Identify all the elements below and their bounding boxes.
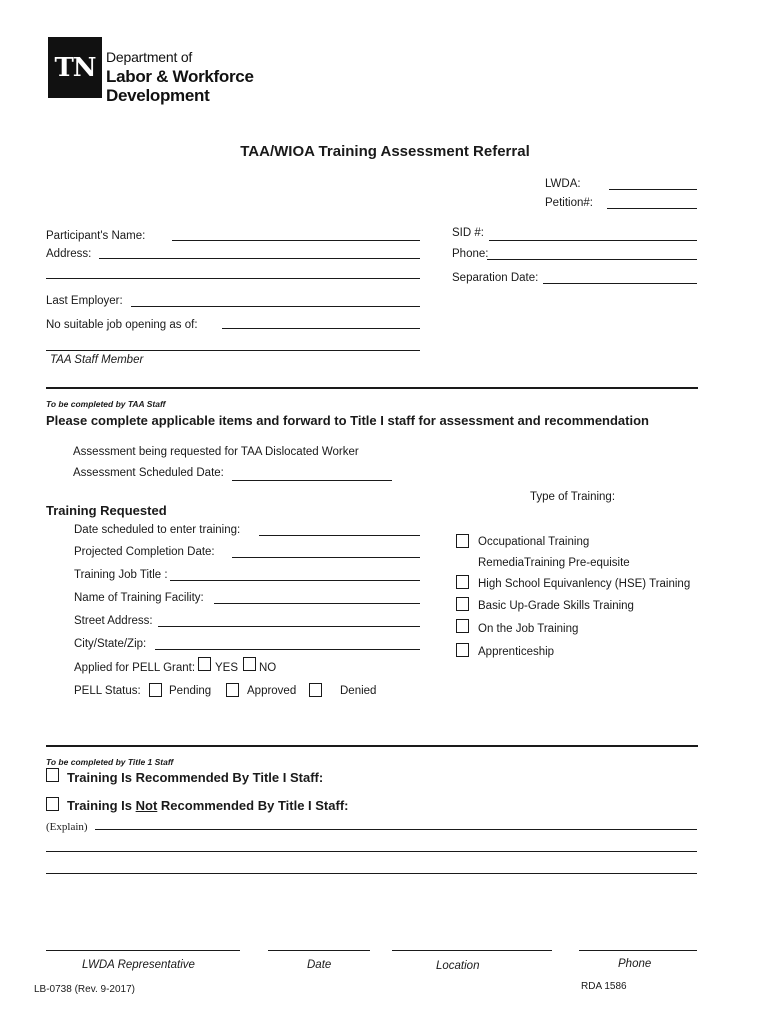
not-word: Not [135, 798, 158, 813]
projected-completion-label: Projected Completion Date: [74, 546, 215, 558]
type-basic-upgrade-label: Basic Up-Grade Skills Training [478, 600, 634, 612]
type-basic-upgrade-checkbox[interactable] [456, 597, 469, 611]
logo-line-2: Labor & Workforce [106, 67, 254, 86]
date-label: Date [307, 959, 332, 971]
date-signature-line[interactable] [268, 950, 370, 951]
taa-staff-tag: To be completed by TAA Staff [46, 399, 166, 409]
location-label: Location [436, 960, 480, 972]
department-logo-text [106, 48, 254, 105]
recommended-label: Training Is Recommended By Title I Staff: [67, 770, 324, 785]
rda-number: RDA 1586 [581, 981, 627, 992]
address-field[interactable] [99, 258, 420, 259]
pell-grant-label: Applied for PELL Grant: [74, 662, 196, 674]
address-label: Address: [46, 248, 92, 260]
sid-label: SID #: [452, 227, 484, 239]
pell-approved-checkbox[interactable] [226, 683, 239, 697]
assessment-date-label: Assessment Scheduled Date: [73, 467, 224, 479]
taa-staff-member-label: TAA Staff Member [50, 354, 144, 366]
type-apprenticeship-checkbox[interactable] [456, 643, 469, 657]
address-field-line-2[interactable] [46, 278, 420, 279]
location-signature-line[interactable] [392, 950, 552, 951]
lwda-field[interactable] [609, 189, 697, 190]
taa-staff-signature-line[interactable] [46, 350, 420, 351]
separation-date-field[interactable] [543, 283, 697, 284]
city-state-zip-field[interactable] [155, 649, 420, 650]
type-remedial-label: RemediaTraining Pre-equisite [478, 557, 630, 569]
taa-instructions-heading: Please complete applicable items and forward to Title I staff for assessment and recommendation [46, 413, 649, 428]
city-state-zip-label: City/State/Zip: [74, 638, 147, 650]
logo-line-1: Department of [106, 49, 193, 65]
training-facility-label: Name of Training Facility: [74, 592, 204, 604]
training-job-title-label: Training Job Title : [74, 569, 168, 581]
training-requested-heading: Training Requested [46, 503, 167, 518]
type-ojt-label: On the Job Training [478, 623, 579, 635]
form-number: LB-0738 (Rev. 9-2017) [34, 984, 135, 995]
not-recommended-suffix: Recommended By Title I Staff: [157, 798, 349, 813]
assessment-requested-text: Assessment being requested for TAA Dislocated Worker [73, 446, 359, 458]
explain-line-1[interactable] [95, 829, 697, 830]
section-divider-1 [46, 387, 698, 389]
pell-grant-no-label: NO [259, 662, 277, 674]
projected-completion-field[interactable] [232, 557, 420, 558]
pell-status-label: PELL Status: [74, 685, 141, 697]
pell-grant-yes-checkbox[interactable] [198, 657, 211, 671]
tn-logo-mark: TN [48, 37, 102, 98]
type-occupational-checkbox[interactable] [456, 534, 469, 548]
not-recommended-checkbox[interactable] [46, 797, 59, 811]
not-recommended-prefix: Training Is [67, 798, 136, 813]
phone-field[interactable] [487, 259, 697, 260]
participant-name-field[interactable] [172, 240, 420, 241]
pell-denied-label: Denied [340, 685, 377, 697]
training-job-title-field[interactable] [170, 580, 420, 581]
not-recommended-label [67, 798, 348, 813]
pell-grant-yes-label: YES [215, 662, 239, 674]
explain-line-3[interactable] [46, 873, 697, 874]
type-ojt-checkbox[interactable] [456, 619, 469, 633]
phone-signature-line[interactable] [579, 950, 697, 951]
type-hse-checkbox[interactable] [456, 575, 469, 589]
assessment-date-field[interactable] [232, 480, 392, 481]
no-suitable-job-label: No suitable job opening as of: [46, 319, 198, 331]
section-divider-2 [46, 745, 698, 747]
training-facility-field[interactable] [214, 603, 420, 604]
no-suitable-job-field[interactable] [222, 328, 420, 329]
pell-pending-label: Pending [169, 685, 212, 697]
phone-sig-label: Phone [618, 958, 652, 970]
street-address-field[interactable] [158, 626, 420, 627]
recommended-checkbox[interactable] [46, 768, 59, 782]
street-address-label: Street Address: [74, 615, 153, 627]
logo-line-3: Development [106, 86, 210, 105]
type-occupational-label: Occupational Training [478, 536, 590, 548]
date-scheduled-field[interactable] [259, 535, 420, 536]
lwda-rep-label: LWDA Representative [82, 959, 195, 971]
participant-name-label: Participant's Name: [46, 230, 146, 242]
last-employer-label: Last Employer: [46, 295, 123, 307]
type-apprenticeship-label: Apprenticeship [478, 646, 555, 658]
last-employer-field[interactable] [131, 306, 420, 307]
petition-field[interactable] [607, 208, 697, 209]
pell-approved-label: Approved [247, 685, 297, 697]
separation-date-label: Separation Date: [452, 272, 539, 284]
type-hse-label: High School Equivanlency (HSE) Training [478, 578, 691, 590]
type-of-training-heading: Type of Training: [530, 491, 616, 503]
form-title: TAA/WIOA Training Assessment Referral [240, 143, 530, 160]
lwda-label: LWDA: [545, 178, 581, 190]
pell-pending-checkbox[interactable] [149, 683, 162, 697]
pell-grant-no-checkbox[interactable] [243, 657, 256, 671]
petition-label: Petition#: [545, 197, 593, 209]
title1-staff-tag: To be completed by Title 1 Staff [46, 757, 174, 767]
pell-denied-checkbox[interactable] [309, 683, 322, 697]
sid-field[interactable] [489, 240, 697, 241]
explain-line-2[interactable] [46, 851, 697, 852]
explain-label: (Explain) [46, 821, 88, 833]
date-scheduled-label: Date scheduled to enter training: [74, 524, 241, 536]
phone-label: Phone: [452, 248, 489, 260]
lwda-rep-signature-line[interactable] [46, 950, 240, 951]
